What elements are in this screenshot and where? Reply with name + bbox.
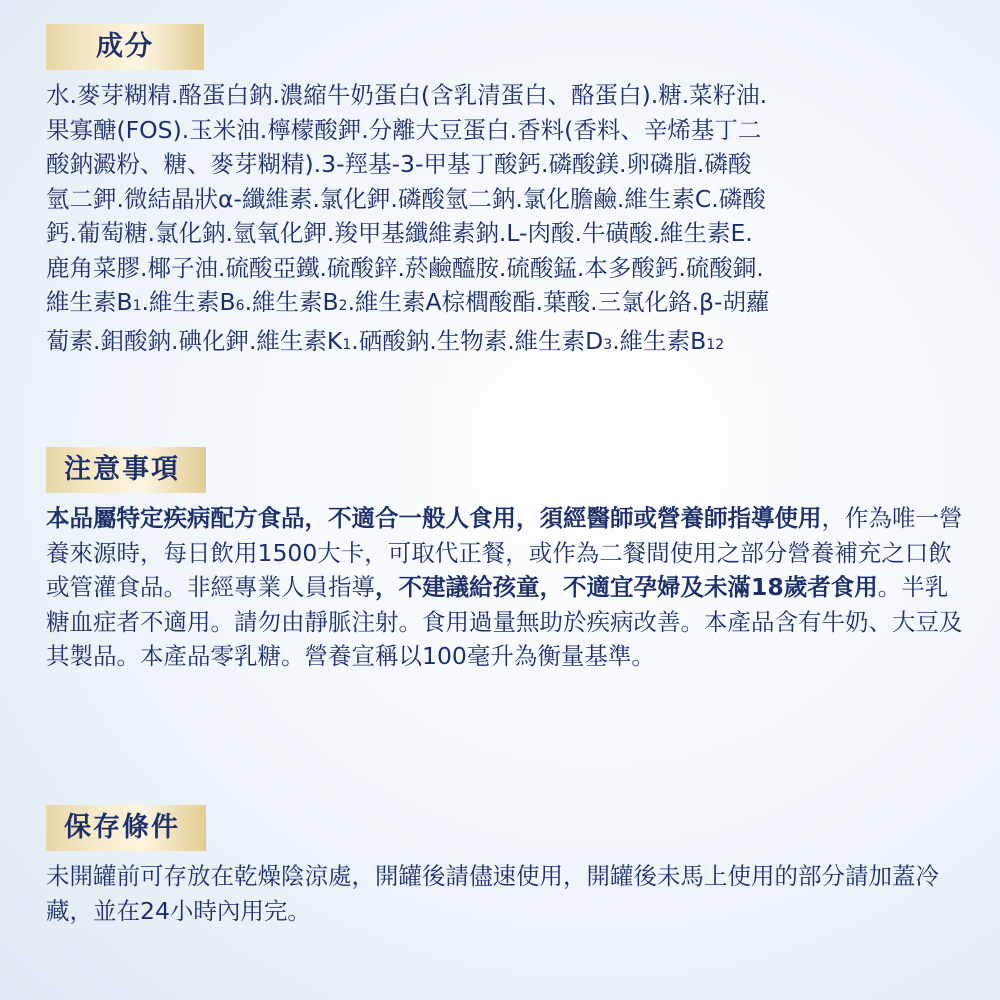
ingredients-line [46, 285, 966, 324]
ingredients-fragment: .維生素B [612, 326, 707, 355]
ingredients-line: 水.麥芽糊精.酪蛋白鈉.濃縮牛奶蛋白(含乳清蛋白、酪蛋白).糖.菜籽油. [46, 81, 768, 109]
ingredients-line: 氫二鉀.微結晶狀α-纖維素.氯化鉀.磷酸氫二鈉.氯化膽鹼.維生素C.磷酸 [46, 184, 766, 213]
subscript: 1 [132, 298, 142, 314]
storage-heading: 保存條件 [46, 805, 206, 851]
ingredients-fragment: .維生素B [141, 288, 236, 316]
storage-text: 未開罐前可存放在乾燥陰涼處，開罐後請儘速使用，開罐後未馬上使用的部分請加蓋冷藏，並在24小時內用完。 [46, 862, 939, 925]
ingredients-fragment: .維生素B [244, 288, 339, 316]
ingredients-section [46, 24, 966, 362]
notice-regular-text: 。半乳糖血症者不適用。請勿由靜脈注射。食用過量無助於疾病改善。本產品含有牛奶、大豆及其製品。本產品零乳糖。營養宣稱以100毫升為衡量基準。 [46, 573, 963, 670]
ingredients-fragment: .硒酸鈉.生物素.維生素D [351, 326, 604, 355]
ingredients-fragment: .維生素A棕櫚酸酯.葉酸.三氯化鉻.β-胡蘿 [347, 288, 770, 316]
subscript: 6 [235, 298, 245, 314]
ingredients-line: 酸鈉澱粉、糖、麥芽糊精).3-羥基-3-甲基丁酸鈣.磷酸鎂.卵磷脂.磷酸 [46, 150, 752, 178]
ingredients-line: 鈣.葡萄糖.氯化鈉.氫氧化鉀.羧甲基纖維素鈉.L-肉酸.牛磺酸.維生素E. [46, 219, 753, 247]
notice-regular-text: ，作為唯一營養來源時，每日飲用1500大卡，可取代正餐，或作為二餐間使用之部分營養補充之口飲或管灌食品。非經專業人員指導 [46, 504, 963, 601]
subscript: 3 [603, 336, 613, 353]
notice-text [46, 501, 966, 674]
notice-section [46, 447, 966, 674]
notice-heading: 注意事項 [46, 447, 206, 493]
notice-bold-text: ，不建議給孩童，不適宜孕婦及未滿18歲者食用 [375, 573, 878, 601]
ingredients-line: 鹿角菜膠.椰子油.硫酸亞鐵.硫酸鋅.菸鹼醯胺.硫酸錳.本多酸鈣.硫酸銅. [46, 253, 764, 282]
ingredients-line [46, 324, 966, 363]
subscript: 1 [342, 336, 352, 353]
subscript: 2 [338, 298, 348, 314]
ingredients-line: 果寡醣(FOS).玉米油.檸檬酸鉀.分離大豆蛋白.香料(香料、辛烯基丁二 [46, 115, 762, 144]
ingredients-fragment: 維生素B [46, 288, 133, 316]
subscript: 12 [706, 336, 725, 353]
ingredients-heading: 成分 [46, 24, 204, 70]
notice-bold-text: 本品屬特定疾病配方食品，不適合一般人食用，須經醫師或營養師指導使用 [46, 504, 822, 532]
ingredients-fragment: 蔔素.鉬酸鈉.碘化鉀.維生素K [46, 326, 343, 355]
storage-section [46, 805, 966, 928]
ingredients-text [46, 78, 966, 362]
